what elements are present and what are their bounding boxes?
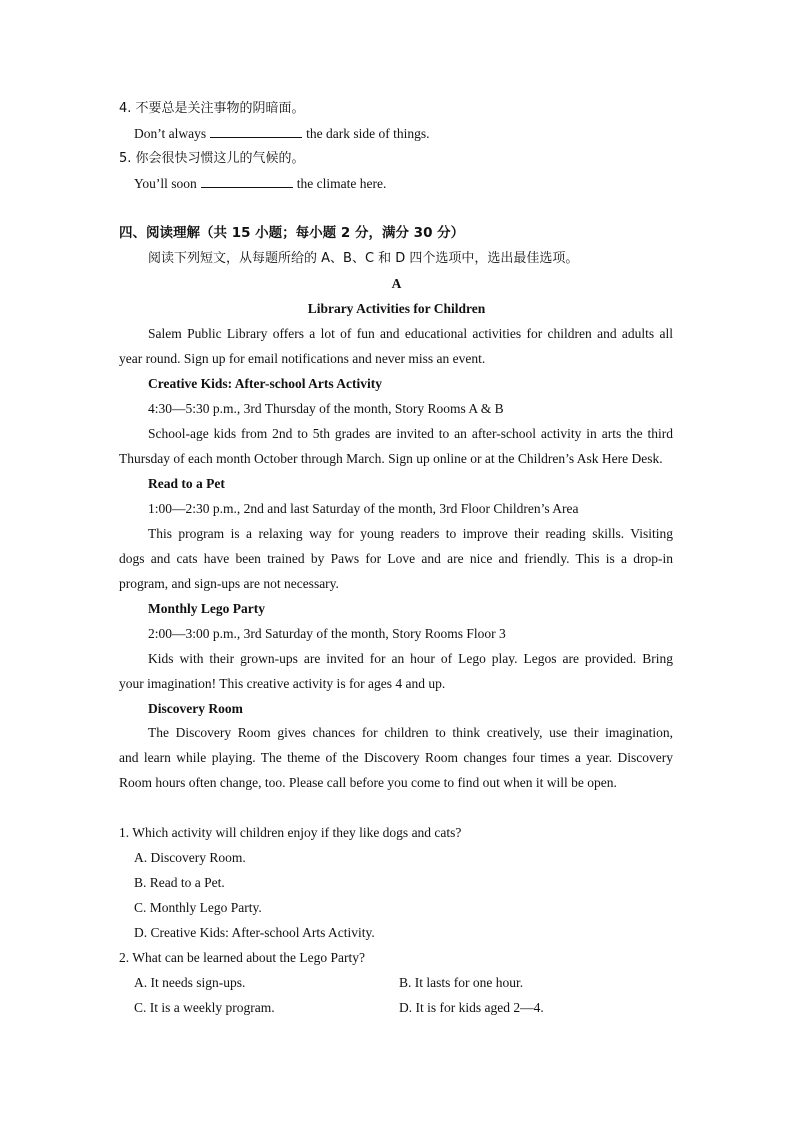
question-option[interactable]: A. It needs sign-ups. <box>134 975 246 990</box>
section-title: 四、阅读理解（共 15 小题；每小题 2 分，满分 30 分） <box>119 225 465 241</box>
q5-chinese-text: 你会很快习惯这儿的气候的。 <box>135 151 305 166</box>
activity-text-line: program, and sign-ups are not necessary. <box>119 576 339 591</box>
activity-text-line: Kids with their grown-ups are invited for an hour of Lego play. Legos are provided. Bring <box>148 651 673 666</box>
activity-text-line: your imagination! This creative activity is for ages 4 and up. <box>119 676 446 691</box>
activity-time: 4:30—5:30 p.m., 3rd Thursday of the month, Story Rooms A & B <box>148 401 504 416</box>
q4-number: 4. <box>119 101 132 116</box>
q4-chinese-text: 不要总是关注事物的阴暗面。 <box>135 101 305 116</box>
question-option[interactable]: B. It lasts for one hour. <box>399 975 524 990</box>
activity-text-line: and learn while playing. The theme of the Discovery Room changes four times a year. Discovery <box>119 750 673 765</box>
activity-name: Read to a Pet <box>148 476 225 491</box>
q4-after-blank: the dark side of things. <box>306 126 430 141</box>
question-stem: 2. What can be learned about the Lego Party? <box>119 950 366 965</box>
activity-text-line: Room hours often change, too. Please call before you come to find out when it will be open. <box>119 775 617 790</box>
translation-q4-english <box>134 125 429 143</box>
section-instruction: 阅读下列短文，从每题所给的 A、B、C 和 D 四个选项中，选出最佳选项。 <box>148 251 579 266</box>
q5-answer-blank[interactable] <box>201 175 293 188</box>
question-stem: 1. Which activity will children enjoy if they like dogs and cats? <box>119 825 462 840</box>
activity-name: Creative Kids: After-school Arts Activity <box>148 376 382 391</box>
passage-title: Library Activities for Children <box>307 301 486 316</box>
q4-answer-blank[interactable] <box>210 125 302 138</box>
question-option[interactable]: C. It is a weekly program. <box>134 1000 275 1015</box>
translation-q5-english <box>134 175 386 193</box>
activity-text-line: School-age kids from 2nd to 5th grades are invited to an after-school activity in arts the third <box>148 426 673 441</box>
activity-time: 1:00—2:30 p.m., 2nd and last Saturday of the month, 3rd Floor Children’s Area <box>148 501 579 516</box>
q5-after-blank: the climate here. <box>296 176 387 191</box>
q5-number: 5. <box>119 151 132 166</box>
question-option[interactable]: D. It is for kids aged 2—4. <box>399 1000 544 1015</box>
question-option[interactable]: B. Read to a Pet. <box>134 875 225 890</box>
question-option[interactable]: C. Monthly Lego Party. <box>134 900 262 915</box>
activity-text-line: dogs and cats have been trained by Paws for Love and are nice and friendly. This is a drop-in <box>119 551 673 566</box>
activity-text-line: Thursday of each month October through March. Sign up online or at the Children’s Ask Here Desk. <box>119 451 663 466</box>
q5-before-blank: You’ll soon <box>134 176 197 191</box>
activity-name: Discovery Room <box>148 701 243 716</box>
activity-text-line: This program is a relaxing way for young readers to improve their reading skills. Visiting <box>148 526 673 541</box>
translation-q5-chinese <box>119 150 305 168</box>
question-option[interactable]: D. Creative Kids: After-school Arts Activity. <box>134 925 375 940</box>
translation-q4-chinese <box>119 100 305 118</box>
activity-time: 2:00—3:00 p.m., 3rd Saturday of the month, Story Rooms Floor 3 <box>148 626 506 641</box>
activity-name: Monthly Lego Party <box>148 601 265 616</box>
passage-label: A <box>391 276 402 291</box>
activity-text-line: The Discovery Room gives chances for children to think creatively, use their imagination, <box>148 725 673 740</box>
question-option[interactable]: A. Discovery Room. <box>134 850 246 865</box>
intro-line: year round. Sign up for email notifications and never miss an event. <box>119 351 486 366</box>
intro-line: Salem Public Library offers a lot of fun and educational activities for children and adults all <box>148 326 673 341</box>
q4-before-blank: Don’t always <box>134 126 207 141</box>
